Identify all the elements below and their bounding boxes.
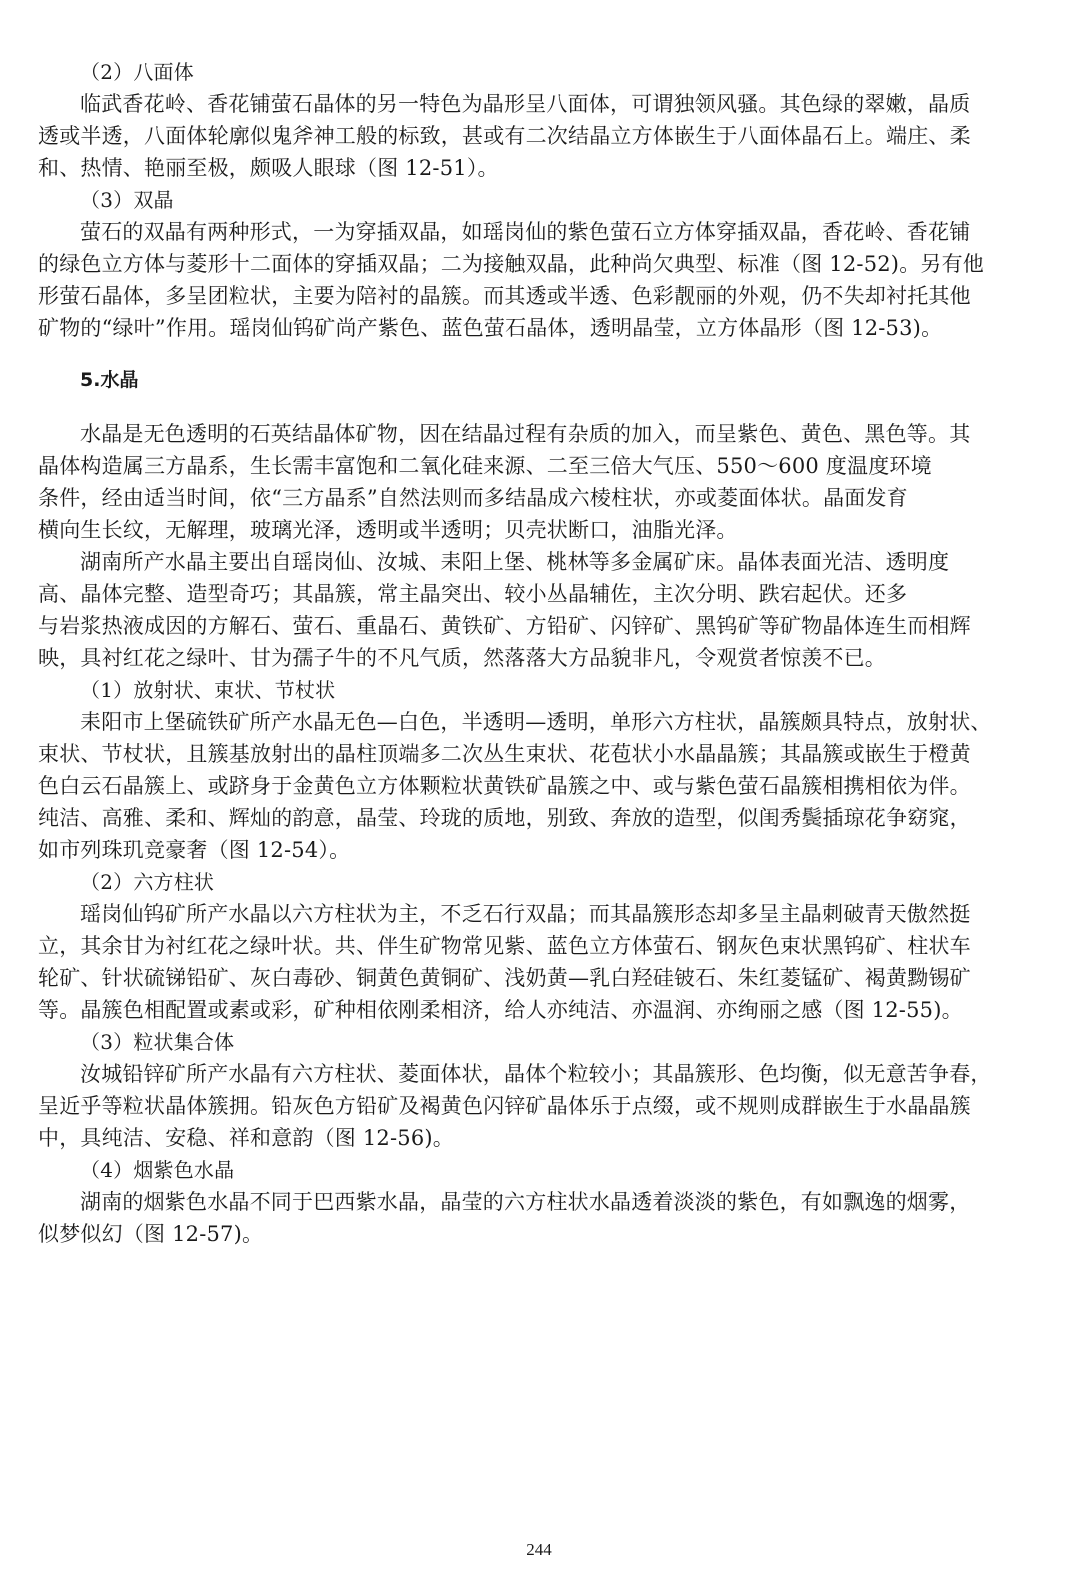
text-line: 的绿色立方体与菱形十二面体的穿插双晶；二为接触双晶，此种尚欠典型、标准（图 12-52)。另有他 [38, 252, 985, 276]
text-line: 晶体构造属三方晶系，生长需丰富饱和二氧化硅来源、二至三倍大气压、550～600 度温度环境 [38, 454, 932, 478]
subheading-granular: （3）粒状集合体 [80, 1030, 235, 1054]
subheading-smoky: （4）烟紫色水晶 [80, 1158, 235, 1182]
text-line: 色白云石晶簇上、或跻身于金黄色立方体颗粒状黄铁矿晶簇之中、或与紫色萤石晶簇相携相依为伴。 [38, 774, 971, 798]
paragraph-quartz-intro [38, 418, 1006, 546]
text-line: 透或半透，八面体轮廓似鬼斧神工般的标致，甚或有二次结晶立方体嵌生于八面体晶石上。端庄、柔 [38, 124, 971, 148]
text-line: 等。晶簇色相配置或素或彩，矿种相依刚柔相济，给人亦纯洁、亦温润、亦绚丽之感（图 12-55)。 [38, 998, 963, 1022]
paragraph-quartz-hunan [38, 546, 1006, 674]
section-title-quartz: 5.水晶 [80, 369, 139, 391]
text-line: 呈近乎等粒状晶体簇拥。铅灰色方铅矿及褐黄色闪锌矿晶体乐于点缀，或不规则成群嵌生于水晶晶簇 [38, 1094, 971, 1118]
text-line: 水晶是无色透明的石英结晶体矿物，因在结晶过程有杂质的加入，而呈紫色、黄色、黑色等。其 [80, 422, 971, 446]
text-line: 映，具衬红花之绿叶、甘为孺子牛的不凡气质，然落落大方品貌非凡，令观赏者惊羡不已。 [38, 646, 886, 670]
subheading-hexagonal: （2）六方柱状 [80, 870, 215, 894]
text-line: 汝城铅锌矿所产水晶有六方柱状、菱面体状，晶体个粒较小；其晶簇形、色均衡，似无意苦争春， [80, 1062, 992, 1086]
text-line: 似梦似幻（图 12-57)。 [38, 1222, 264, 1246]
text-line: 临武香花岭、香花铺萤石晶体的另一特色为晶形呈八面体，可谓独领风骚。其色绿的翠嫩，晶质 [80, 92, 971, 116]
page-number: 244 [526, 1540, 552, 1559]
paragraph-twin [38, 216, 1006, 344]
paragraph-granular [38, 1058, 1006, 1154]
text-line: 纯洁、高雅、柔和、辉灿的韵意，晶莹、玲珑的质地，别致、奔放的造型，似闺秀鬓插琼花争窈窕， [38, 806, 971, 830]
text-line: 中，具纯洁、安稳、祥和意韵（图 12-56)。 [38, 1126, 455, 1150]
text-line: 高、晶体完整、造型奇巧；其晶簇，常主晶突出、较小丛晶辅佐，主次分明、跌宕起伏。还多 [38, 582, 908, 606]
paragraph-radial [38, 706, 1006, 866]
text-line: 湖南所产水晶主要出自瑶岗仙、汝城、耒阳上堡、桃林等多金属矿床。晶体表面光洁、透明度 [80, 550, 950, 574]
text-line: 瑶岗仙钨矿所产水晶以六方柱状为主，不乏石行双晶；而其晶簇形态却多呈主晶刺破青天傲然挺 [80, 902, 971, 926]
text-line: 如市列珠玑竞豪奢（图 12-54）。 [38, 838, 351, 862]
text-line: 形萤石晶体，多呈团粒状，主要为陪衬的晶簇。而其透或半透、色彩靓丽的外观，仍不失却衬托其他 [38, 284, 971, 308]
paragraph-octahedron [38, 88, 1006, 184]
text-line: 矿物的“绿叶”作用。瑶岗仙钨矿尚产紫色、蓝色萤石晶体，透明晶莹，立方体晶形（图 12-53)。 [38, 316, 943, 340]
text-line: 束状、节杖状，且簇基放射出的晶柱顶端多二次丛生束状、花苞状小水晶晶簇；其晶簇或嵌生于橙黄 [38, 742, 971, 766]
text-line: 萤石的双晶有两种形式，一为穿插双晶，如瑶岗仙的紫色萤石立方体穿插双晶，香花岭、香花铺 [80, 220, 971, 244]
paragraph-smoky [38, 1186, 1006, 1250]
text-line: 轮矿、针状硫锑铅矿、灰白毒砂、铜黄色黄铜矿、浅奶黄—乳白羟硅铍石、朱红菱锰矿、褐黄黝锡矿 [38, 966, 971, 990]
subheading-octahedron: （2）八面体 [80, 60, 194, 84]
text-line: 和、热情、艳丽至极，颇吸人眼球（图 12-51）。 [38, 156, 499, 180]
paragraph-hexagonal [38, 898, 1006, 1026]
text-line: 条件，经由适当时间，依“三方晶系”自然法则而多结晶成六棱柱状，亦或菱面体状。晶面发育 [38, 486, 908, 510]
text-line: 横向生长纹，无解理，玻璃光泽，透明或半透明；贝壳状断口，油脂光泽。 [38, 518, 738, 542]
text-line: 耒阳市上堡硫铁矿所产水晶无色—白色，半透明—透明，单形六方柱状，晶簇颇具特点，放射状、 [80, 710, 992, 734]
text-line: 湖南的烟紫色水晶不同于巴西紫水晶，晶莹的六方柱状水晶透着淡淡的紫色，有如飘逸的烟雾， [80, 1190, 971, 1214]
text-line: 立，其余甘为衬红花之绿叶状。共、伴生矿物常见紫、蓝色立方体萤石、钢灰色束状黑钨矿、柱状车 [38, 934, 971, 958]
subheading-radial: （1）放射状、束状、节杖状 [80, 678, 336, 702]
text-line: 与岩浆热液成因的方解石、萤石、重晶石、黄铁矿、方铅矿、闪锌矿、黑钨矿等矿物晶体连生而相辉 [38, 614, 971, 638]
subheading-twin: （3）双晶 [80, 188, 174, 212]
page-content [38, 56, 1006, 1250]
